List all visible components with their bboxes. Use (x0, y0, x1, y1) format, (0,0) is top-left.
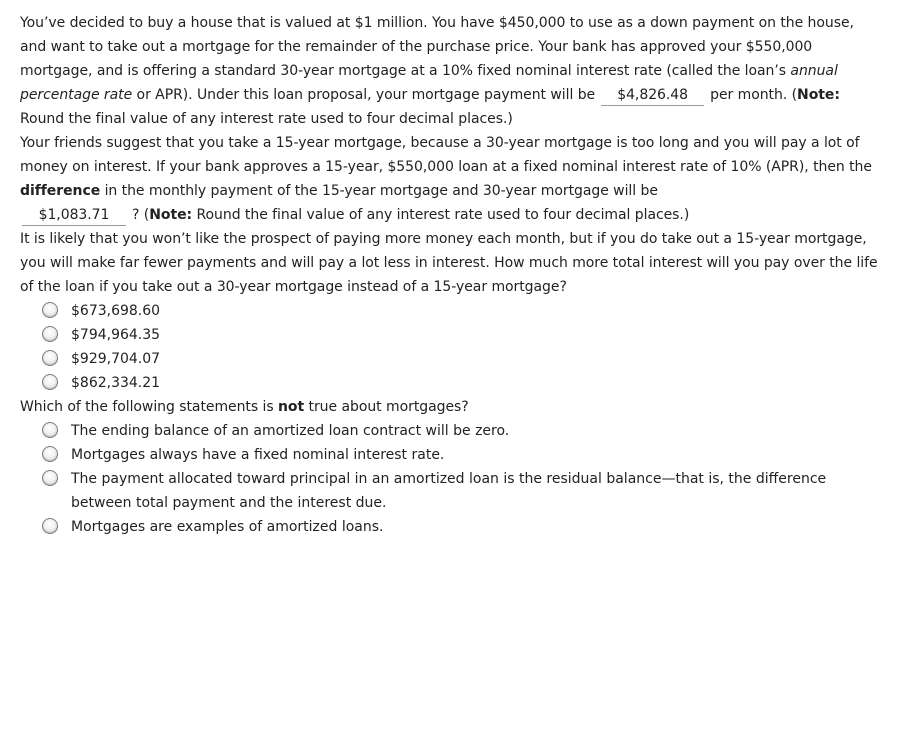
q3-option[interactable] (42, 323, 880, 347)
radio-button-icon[interactable] (42, 470, 58, 486)
q2-bold-difference: difference (20, 183, 101, 199)
q4-option[interactable] (42, 443, 880, 467)
q2-note-label: Note: (149, 207, 193, 223)
radio-button-icon[interactable] (42, 374, 58, 390)
question-4 (20, 395, 880, 419)
question-1 (20, 11, 880, 131)
q3-option-label: $673,698.60 (71, 303, 161, 319)
q3-option[interactable] (42, 299, 880, 323)
q4-option-label: Mortgages are examples of amortized loans. (71, 519, 384, 535)
q3-options (20, 299, 880, 395)
q3-option[interactable] (42, 371, 880, 395)
q4-option-label: Mortgages always have a fixed nominal interest rate. (71, 447, 445, 463)
q4-option[interactable] (42, 419, 880, 443)
q3-text: It is likely that you won’t like the prospect of paying more money each month, but if you do take out a 15-year mortgage, you will make far fewer payments and will pay a lot less in interest. How much more total interest will you pay over the life of the loan if you take out a 30-year mortgage instead of a 15-year mortgage? (20, 231, 878, 295)
radio-button-icon[interactable] (42, 518, 58, 534)
q4-options (20, 419, 880, 539)
q3-option-label: $862,334.21 (71, 375, 161, 391)
q4-option[interactable] (42, 515, 880, 539)
radio-button-icon[interactable] (42, 446, 58, 462)
q4-option-label: The ending balance of an amortized loan contract will be zero. (71, 423, 510, 439)
question-3 (20, 227, 880, 299)
q1-note-text: Round the final value of any interest rate used to four decimal places.) (20, 111, 513, 127)
q2-note-text: Round the final value of any interest rate used to four decimal places.) (192, 207, 690, 223)
q1-text-2: or APR). Under this loan proposal, your mortgage payment will be (132, 87, 596, 103)
q3-option[interactable] (42, 347, 880, 371)
q2-text-3: ? ( (132, 207, 150, 223)
q1-text-3: per month. ( (710, 87, 798, 103)
q2-text-2: in the monthly payment of the 15-year mortgage and 30-year mortgage will be (100, 183, 658, 199)
q4-text-1: Which of the following statements is (20, 399, 278, 415)
q4-bold-not: not (278, 399, 305, 415)
radio-button-icon[interactable] (42, 350, 58, 366)
radio-button-icon[interactable] (42, 422, 58, 438)
q4-option[interactable] (42, 467, 880, 515)
q2-answer-field[interactable]: $1,083.71 (22, 205, 126, 226)
q3-option-label: $794,964.35 (71, 327, 161, 343)
question-2 (20, 131, 880, 227)
q1-note-label: Note: (797, 87, 840, 103)
question-page (20, 11, 880, 539)
q2-text-1: Your friends suggest that you take a 15-year mortgage, because a 30-year mortgage is too long and you will pay a lot of money on interest. If your bank approves a 15-year, $550,000 loan at a fixed nominal interest rate of 10% (APR), then the (20, 135, 872, 175)
q1-answer-field[interactable]: $4,826.48 (601, 85, 704, 106)
radio-button-icon[interactable] (42, 326, 58, 342)
radio-button-icon[interactable] (42, 302, 58, 318)
q1-text-1: You’ve decided to buy a house that is valued at $1 million. You have $450,000 to use as a down payment on the house, and want to take out a mortgage for the remainder of the purchase price. Your bank has approved your $550,000 mortgage, and is offering a standard 30-year mortgage at a 10% fixed nominal interest rate (called the loan’s (20, 15, 854, 79)
q1-apr-italic: annual percentage rate (20, 63, 838, 103)
q4-text-2: true about mortgages? (304, 399, 469, 415)
q4-option-label: The payment allocated toward principal in an amortized loan is the residual balance—that is, the difference between total payment and the interest due. (71, 471, 827, 511)
q3-option-label: $929,704.07 (71, 351, 161, 367)
